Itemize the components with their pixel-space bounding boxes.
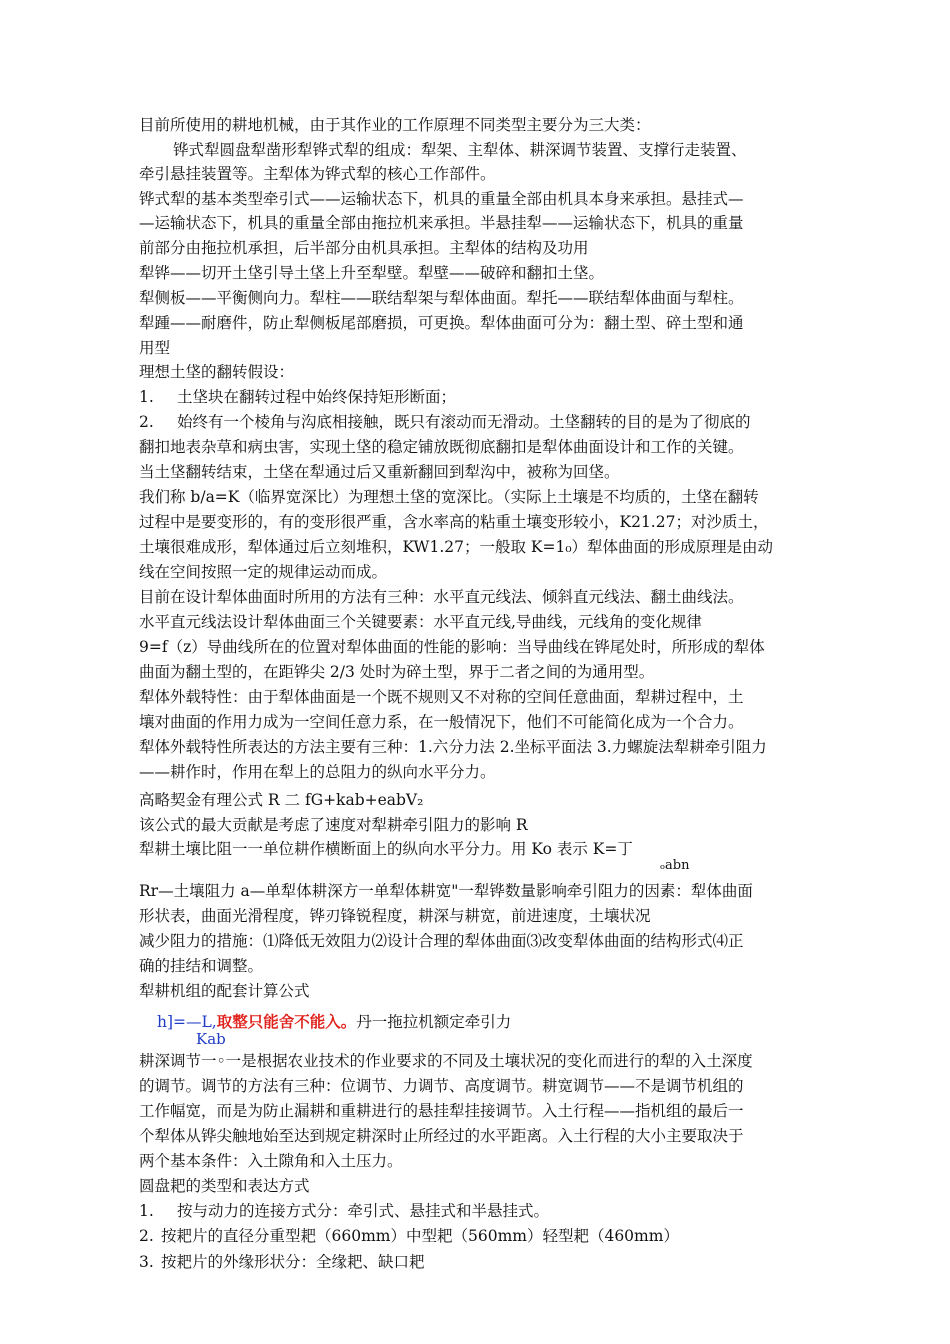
formula-definition: 丹一拖拉机额定牵引力 (356, 1013, 512, 1031)
item-number: 1. (139, 1202, 154, 1220)
paragraph-line: 壤对曲面的作用力成为一空间任意力系，在一般情况下，他们不可能简化成为一个合力。 (139, 713, 744, 731)
item-text: 土垡块在翻转过程中始终保持矩形断面； (177, 388, 457, 406)
paragraph-line: 确的挂结和调整。 (139, 957, 264, 975)
paragraph-line: 工作幅宽，而是为防止漏耕和重耕进行的悬挂犁挂接调节。入土行程——指机组的最后一 (139, 1102, 744, 1120)
paragraph-line: 犁体外载特性所表达的方法主要有三种：1.六分力法 2.坐标平面法 3.力螺旋法犁耕牵引阻力 (139, 738, 767, 756)
item-text: 按耙片的外缘形状分：全缘耙、缺口耙 (161, 1253, 425, 1271)
paragraph-line: 水平直元线法设计犁体曲面三个关键要素：水平直元线,导曲线，元线角的变化规律 (139, 613, 702, 631)
formula-line: 高略契金有理公式 R 二 fG+kab+eabV₂ (139, 791, 424, 809)
paragraph-line: 犁体外载特性：由于犁体曲面是一个既不规则又不对称的空间任意曲面，犁耕过程中，土 (139, 688, 744, 706)
paragraph-line: 铧式犁圆盘犁凿形犁铧式犁的组成：犁架、主犁体、耕深调节装置、支撑行走装置、 (173, 141, 747, 159)
formula-subscript: ₒabn (660, 858, 690, 873)
paragraph-line: 形状表，曲面光滑程度，铧刃锋锐程度，耕深与耕宽，前进速度，土壤状况 (139, 907, 651, 925)
paragraph-line: 翻扣地表杂草和病虫害，实现土垡的稳定铺放既彻底翻扣是犁体曲面设计和工作的关键。 (139, 438, 744, 456)
paragraph-line: 该公式的最大贡献是考虑了速度对犁耕牵引阻力的影响 R (139, 816, 528, 834)
paragraph-line: 过程中是要变形的，有的变形很严重，含水率高的粘重土壤变形较小，K21.27；对沙质土， (139, 513, 769, 531)
formula-denominator: Kab (196, 1030, 226, 1048)
paragraph-line: 目前在设计犁体曲面时所用的方法有三种：水平直元线法、倾斜直元线法、翻土曲线法。 (139, 588, 744, 606)
paragraph-line: 耕深调节一◦一是根据农业技术的作业要求的不同及土壤状况的变化而进行的犁的入土深度 (139, 1052, 753, 1070)
paragraph-line: 铧式犁的基本类型牵引式——运输状态下，机具的重量全部由机具本身来承担。悬挂式— (139, 190, 744, 208)
paragraph-line: 曲面为翻土型的，在距铧尖 2/3 处时为碎土型，界于二者之间的为通用型。 (139, 663, 655, 681)
paragraph-line: 犁侧板——平衡侧向力。犁柱——联结犁架与犁体曲面。犁托——联结犁体曲面与犁柱。 (139, 289, 744, 307)
paragraph-line: 我们称 b/a=K（临界宽深比）为理想土垡的宽深比。（实际上土壤是不均质的，土垡在翻转 (139, 488, 759, 506)
item-text: 按与动力的连接方式分：牵引式、悬挂式和半悬挂式。 (177, 1202, 550, 1220)
numbered-item (139, 1251, 425, 1273)
paragraph-line: 犁铧——切开土垡引导土垡上升至犁壁。犁壁——破碎和翻扣土垡。 (139, 264, 605, 282)
section-heading: 圆盘耙的类型和表达方式 (139, 1177, 310, 1195)
item-number: 3. (139, 1253, 154, 1271)
formula-numerator: h]=—L, (157, 1013, 217, 1031)
paragraph-line: 牵引悬挂装置等。主犁体为铧式犁的核心工作部件。 (139, 165, 496, 183)
formula-note-red: 取整只能舍不能入。 (216, 1013, 357, 1031)
section-heading: 犁耕机组的配套计算公式 (139, 982, 310, 1000)
paragraph-line: ——耕作时，作用在犁上的总阻力的纵向水平分力。 (139, 763, 496, 781)
item-number: 2. (139, 413, 154, 431)
paragraph-line: 用型 (139, 339, 171, 357)
item-text: 始终有一个棱角与沟底相接触，既只有滚动而无滑动。土垡翻转的目的是为了彻底的 (177, 413, 751, 431)
section-heading: 理想土垡的翻转假设： (139, 363, 295, 381)
paragraph-line: 犁踵——耐磨件，防止犁侧板尾部磨损，可更换。犁体曲面可分为：翻土型、碎土型和通 (139, 314, 744, 332)
numbered-item (139, 1225, 679, 1247)
paragraph-line: 减少阻力的措施：⑴降低无效阻力⑵设计合理的犁体曲面⑶改变犁体曲面的结构形式⑷正 (139, 932, 744, 950)
paragraph-line: —运输状态下，机具的重量全部由拖拉机来承担。半悬挂犁——运输状态下，机具的重量 (139, 214, 744, 232)
paragraph-line: 两个基本条件：入土隙角和入土压力。 (139, 1152, 403, 1170)
paragraph-line: 线在空间按照一定的规律运动而成。 (139, 563, 388, 581)
paragraph-line: 个犁体从铧尖触地始至达到规定耕深时止所经过的水平距离。入土行程的大小主要取决于 (139, 1127, 744, 1145)
paragraph-line: 犁耕土壤比阻一一单位耕作横断面上的纵向水平分力。用 Ko 表示 K=丁 (139, 840, 633, 858)
paragraph-line: 当土垡翻转结束，土垡在犁通过后又重新翻回到犁沟中，被称为回垡。 (139, 463, 620, 481)
item-number: 2. (139, 1227, 154, 1245)
paragraph-line: 目前所使用的耕地机械，由于其作业的工作原理不同类型主要分为三大类： (139, 116, 651, 134)
item-text: 按耙片的直径分重型耙（660mm）中型耙（560mm）轻型耙（460mm） (161, 1227, 679, 1245)
paragraph-line: 9=f（z）导曲线所在的位置对犁体曲面的性能的影响：当导曲线在铧尾处时，所形成的犁体 (139, 638, 765, 656)
numbered-item (139, 386, 456, 408)
paragraph-line: 土壤很难成形，犁体通过后立刻堆积，KW1.27；一般取 K=1₀）犁体曲面的形成原理是由动 (139, 538, 774, 556)
paragraph-line: 的调节。调节的方法有三种：位调节、力调节、高度调节。耕宽调节——不是调节机组的 (139, 1077, 744, 1095)
item-number: 1. (139, 388, 154, 406)
paragraph-line: 前部分由拖拉机承担，后半部分由机具承担。主犁体的结构及功用 (139, 239, 589, 257)
numbered-item (139, 411, 751, 433)
paragraph-line: Rr—土壤阻力 a—单犁体耕深方一单犁体耕宽"一犁铧数量影响牵引阻力的因素：犁体曲面 (139, 882, 753, 900)
numbered-item (139, 1200, 549, 1222)
